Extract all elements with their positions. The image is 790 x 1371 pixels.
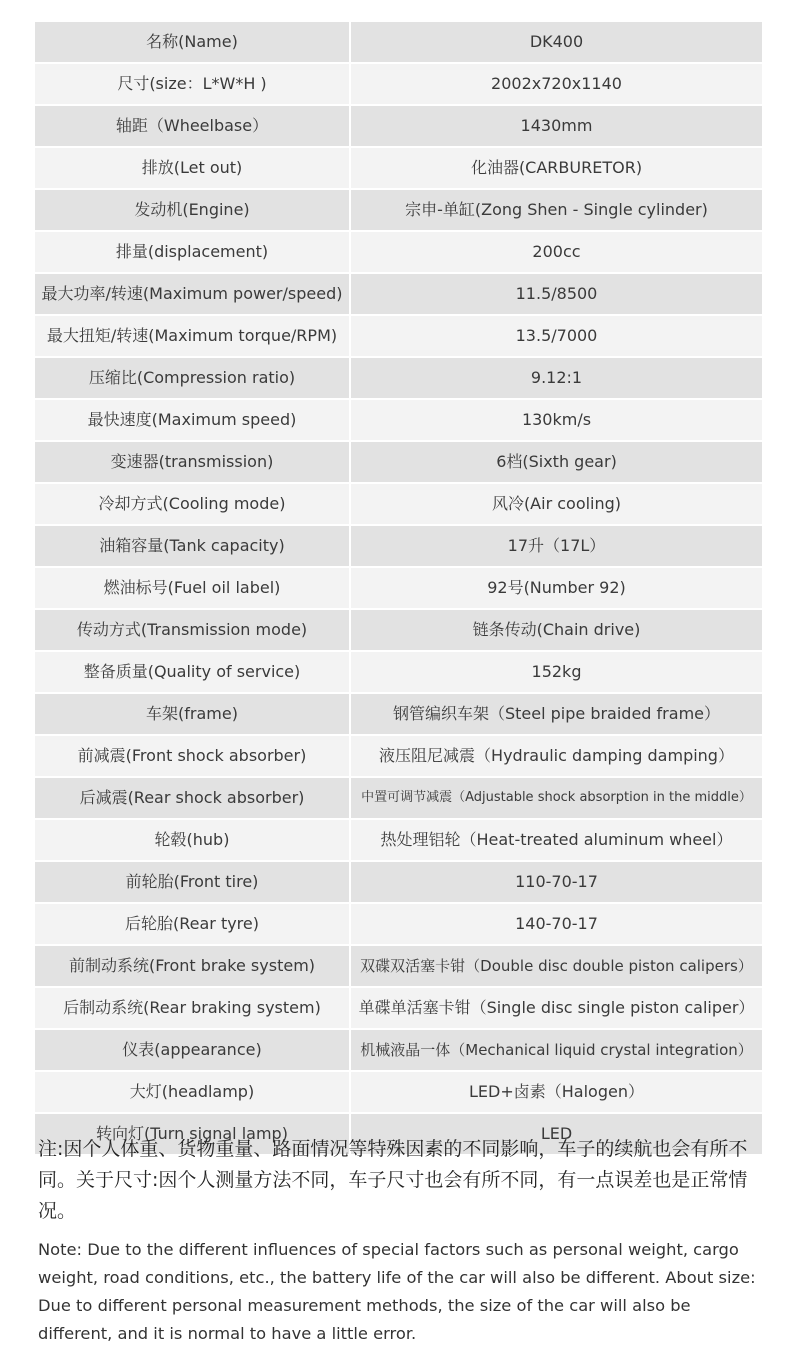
spec-label: 燃油标号(Fuel oil label): [35, 567, 350, 609]
spec-value: 2002x720x1140: [350, 63, 762, 105]
spec-label: 大灯(headlamp): [35, 1071, 350, 1113]
spec-row: [35, 819, 762, 861]
spec-label: 最快速度(Maximum speed): [35, 399, 350, 441]
spec-label: 后轮胎(Rear tyre): [35, 903, 350, 945]
spec-row: [35, 273, 762, 315]
spec-row: [35, 231, 762, 273]
note-chinese: 注:因个人体重、货物重量、路面情况等特殊因素的不同影响，车子的续航也会有所不同。关于尺寸:因个人测量方法不同，车子尺寸也会有所不同，有一点误差也是正常情况。: [38, 1138, 748, 1222]
spec-value: 化油器(CARBURETOR): [350, 147, 762, 189]
spec-value: 92号(Number 92): [350, 567, 762, 609]
spec-row: [35, 147, 762, 189]
spec-row: [35, 399, 762, 441]
spec-value: 风冷(Air cooling): [350, 483, 762, 525]
spec-row: [35, 63, 762, 105]
spec-label: 前减震(Front shock absorber): [35, 735, 350, 777]
spec-value: 宗申-单缸(Zong Shen - Single cylinder): [350, 189, 762, 231]
spec-row: [35, 609, 762, 651]
note-english: Note: Due to the different influences of special factors such as personal weight, cargo weight, road conditions, etc., the battery life of the car will also be different. About size: Due to different personal measurement methods, the size of the car will also be different, and it is normal to have a little error.: [38, 1240, 756, 1343]
spec-label: 轮毂(hub): [35, 819, 350, 861]
spec-label: 后制动系统(Rear braking system): [35, 987, 350, 1029]
spec-row: [35, 987, 762, 1029]
spec-value: 1430mm: [350, 105, 762, 147]
spec-label: 整备质量(Quality of service): [35, 651, 350, 693]
spec-label: 最大扭矩/转速(Maximum torque/RPM): [35, 315, 350, 357]
spec-label: 转向灯(Turn signal lamp): [35, 1113, 350, 1155]
spec-value: 140-70-17: [350, 903, 762, 945]
spec-value: 200cc: [350, 231, 762, 273]
spec-label: 排量(displacement): [35, 231, 350, 273]
spec-label: 排放(Let out): [35, 147, 350, 189]
spec-value: 单碟单活塞卡钳（Single disc single piston caliper）: [350, 987, 762, 1029]
spec-value: 6档(Sixth gear): [350, 441, 762, 483]
spec-label: 油箱容量(Tank capacity): [35, 525, 350, 567]
spec-row: [35, 315, 762, 357]
spec-row: [35, 1029, 762, 1071]
spec-value: 钢管编织车架（Steel pipe braided frame）: [350, 693, 762, 735]
spec-table: [35, 22, 762, 1156]
spec-value: 热处理铝轮（Heat-treated aluminum wheel）: [350, 819, 762, 861]
spec-value: 中置可调节减震（Adjustable shock absorption in the middle）: [350, 777, 762, 819]
spec-value: 152kg: [350, 651, 762, 693]
spec-value: 110-70-17: [350, 861, 762, 903]
spec-value: 17升（17L）: [350, 525, 762, 567]
spec-table-body: [35, 22, 762, 1155]
spec-row: [35, 1071, 762, 1113]
spec-row: [35, 945, 762, 987]
spec-label: 尺寸(size：L*W*H ): [35, 63, 350, 105]
spec-value: 130km/s: [350, 399, 762, 441]
spec-row: [35, 189, 762, 231]
spec-label: 冷却方式(Cooling mode): [35, 483, 350, 525]
spec-label: 变速器(transmission): [35, 441, 350, 483]
spec-row: [35, 693, 762, 735]
spec-value: DK400: [350, 22, 762, 63]
spec-value: 9.12:1: [350, 357, 762, 399]
spec-row: [35, 525, 762, 567]
spec-label: 发动机(Engine): [35, 189, 350, 231]
spec-label: 轴距（Wheelbase）: [35, 105, 350, 147]
spec-value: LED+卤素（Halogen）: [350, 1071, 762, 1113]
spec-label: 最大功率/转速(Maximum power/speed): [35, 273, 350, 315]
spec-label: 前轮胎(Front tire): [35, 861, 350, 903]
spec-label: 压缩比(Compression ratio): [35, 357, 350, 399]
spec-label: 前制动系统(Front brake system): [35, 945, 350, 987]
spec-value: LED: [350, 1113, 762, 1155]
spec-label: 名称(Name): [35, 22, 350, 63]
spec-row: [35, 861, 762, 903]
spec-label: 车架(frame): [35, 693, 350, 735]
spec-row: [35, 777, 762, 819]
spec-row: [35, 903, 762, 945]
spec-row: [35, 651, 762, 693]
spec-row: [35, 441, 762, 483]
spec-value: 11.5/8500: [350, 273, 762, 315]
spec-row: [35, 22, 762, 63]
spec-value: 液压阻尼减震（Hydraulic damping damping）: [350, 735, 762, 777]
spec-value: 链条传动(Chain drive): [350, 609, 762, 651]
spec-value: 机械液晶一体（Mechanical liquid crystal integration）: [350, 1029, 762, 1071]
spec-value: 双碟双活塞卡钳（Double disc double piston calipers）: [350, 945, 762, 987]
spec-label: 仪表(appearance): [35, 1029, 350, 1071]
spec-row: [35, 735, 762, 777]
spec-row: [35, 357, 762, 399]
spec-value: 13.5/7000: [350, 315, 762, 357]
spec-label: 后减震(Rear shock absorber): [35, 777, 350, 819]
spec-row: [35, 105, 762, 147]
spec-row: [35, 483, 762, 525]
spec-label: 传动方式(Transmission mode): [35, 609, 350, 651]
spec-row: [35, 567, 762, 609]
